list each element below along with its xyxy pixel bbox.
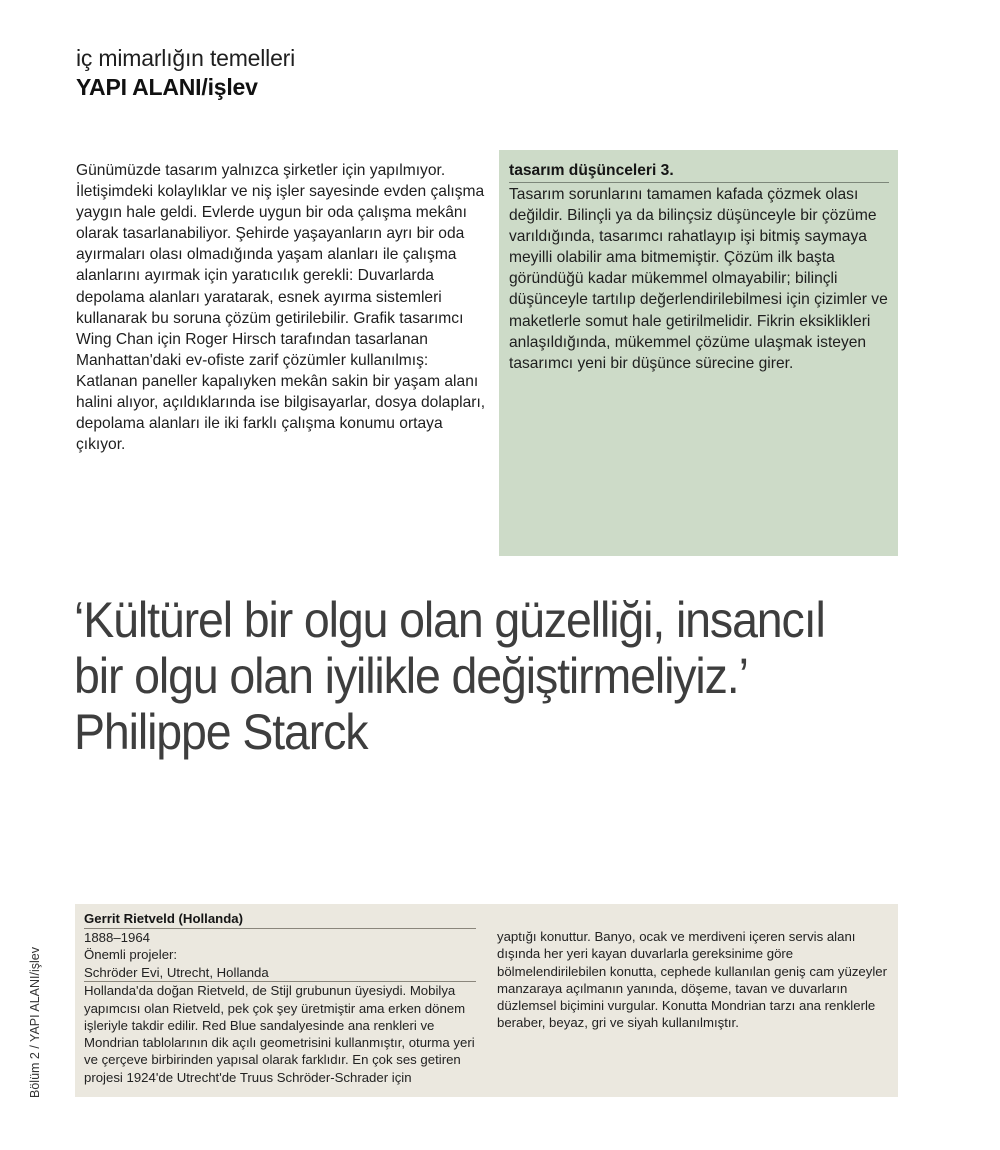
design-thoughts-box [499,150,898,556]
designer-name: Gerrit Rietveld (Hollanda) [84,910,476,929]
bio-left-column [84,910,476,1086]
bio-text-left: Hollanda'da doğan Rietveld, de Stijl grubunun üyesiydi. Mobilya yapımcısı olan Rietveld, pek çok şey üretmiştir ama erken dönem işleriyle takdir edilir. Red Blue sandalyesinde ana renkleri ve Mondrian tablolarının dik açılı geometrisini kullanmıştır, oturma yeri ve çerçeve birbirinden yapısal olarak farklıdır. En çok ses getiren projesi 1924'de Utrecht'de Truus Schröder-Schrader için [84,983,475,1085]
quote-line-2: bir olgu olan iyilikle değiştirmeliyiz.’ [74,648,748,704]
designer-bio-box [75,904,898,1097]
section-label: Bölüm 2 / YAPI ALANI/işlev [28,947,42,1098]
pull-quote [74,592,954,760]
quote-line-1: ‘Kültürel bir olgu olan güzelliği, insancıl [74,592,825,648]
design-thoughts-title: tasarım düşünceleri 3. [509,161,889,183]
designer-years: 1888–1964 [84,930,151,945]
intro-text [76,160,488,455]
book-title: iç mimarlığın temelleri [76,45,296,71]
page-header [76,44,295,102]
design-thoughts-text: Tasarım sorunlarını tamamen kafada çözmek olası değildir. Bilinçli ya da bilinçsiz düşünceyle bir çözüme varıldığında, tasarımcı rahatlayıp işi bitmiş saymaya meyilli olabilir ama bitmemiştir. Çözüm ilk başta göründüğü kadar mükemmel olmayabilir; bilinçli düşünceyle tartılıp değerlendirilebilmesi için çizimler ve maketlerle somut hale getirilmelidir. Fikrin eksiklikleri anlaşıldığında, mükemmel çözüme ulaşmak isteyen tasarımcı yeni bir düşünce sürecine girer. [509,186,888,372]
quote-author: Philippe Starck [74,704,368,760]
projects-label: Önemli projeler: [84,947,178,963]
projects-list: Schröder Evi, Utrecht, Hollanda [84,964,269,980]
intro-paragraph: Günümüzde tasarım yalnızca şirketler için yapılmıyor. İletişimdeki kolaylıklar ve niş işler sayesinde evden çalışma yaygın hale geldi. Evlerde uygun bir oda çalışma mekânı olarak tasarlanabiliyor. Şehirde yaşayanların ayrı bir oda ayırmaları olası olmadığında yaşam alanları ile çalışma alanlarını ayırmak için yaratıcılık gerekli: Duvarlarda depolama alanları yaratarak, esnek ayırma sistemleri kullanarak bu soruna çözüm getirilebilir. Grafik tasarımcı Wing Chan için Roger Hirsch tarafından tasarlanan Manhattan'daki ev-ofiste zarif çözümler kullanılmış: Katlanan paneller kapalıyken mekân sakin bir yaşam alanı halini alıyor, açıldıklarında ise bilgisayarlar, dosya dolapları, depolama alanları ile iki farklı çalışma konumu ortaya çıkıyor. [76,162,486,454]
designer-meta [84,929,476,982]
bio-text-right: yaptığı konuttur. Banyo, ocak ve merdiveni içeren servis alanı dışında her yeri kayan duvarlarla gereksinime göre bölmelendirilebilen konutta, cephede kullanılan geniş cam yüzeyler manzaraya açılmanın yanında, döşeme, tavan ve duvarların düzlemsel biçimini vurgular. Konutta Mondrian tarzı ana renklerle beraber, beyaz, gri ve siyah kullanılmıştır. [497,929,887,1031]
chapter-title: YAPI ALANI/işlev [76,74,258,100]
